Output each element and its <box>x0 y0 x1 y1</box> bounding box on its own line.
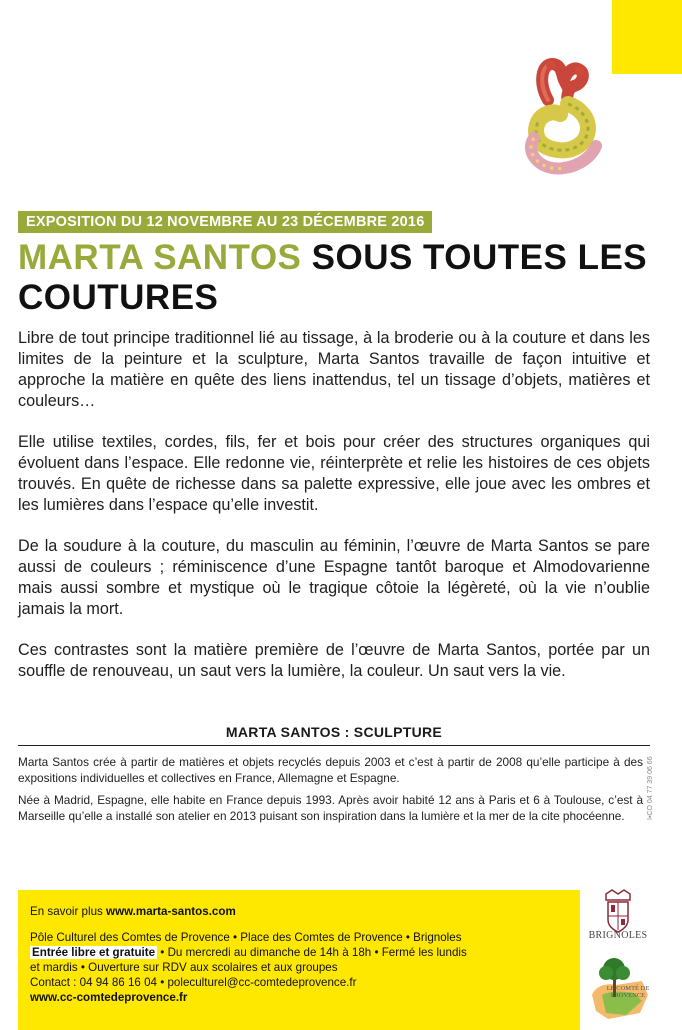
bio-heading: MARTA SANTOS : SCULPTURE <box>225 724 443 740</box>
printer-credit: I▪CO 04 77 39 06 66 <box>647 756 654 820</box>
opening-hours <box>30 945 570 960</box>
description-paragraph: Libre de tout principe traditionnel lié au tissage, à la broderie ou à la couture et dans les limites de la peinture et la sculpture, Marta Santos travaille de façon intuitive et approche la matière en quête des liens inattendus, tel un tissage d’objets, matières et couleurs… <box>18 329 650 410</box>
artist-website-link[interactable]: www.marta-santos.com <box>106 905 236 918</box>
title-artist-name: MARTA SANTOS <box>18 238 302 277</box>
exhibition-dates-banner: EXPOSITION DU 12 NOVEMBRE AU 23 DÉCEMBRE 2016 <box>18 211 432 233</box>
venue-address: Pôle Culturel des Comtes de Provence • Place des Comtes de Provence • Brignoles <box>30 931 462 944</box>
yellow-corner-block <box>612 0 682 74</box>
bio-text <box>18 754 643 830</box>
comte-logo-line1: LE COMTÉ DE <box>606 985 650 992</box>
info-box <box>18 890 580 1030</box>
more-info-label: En savoir plus <box>30 905 107 918</box>
opening-hours-text: • Du mercredi au dimanche de 14h à 18h • Fermé les lundis <box>157 946 467 959</box>
description-paragraph: De la soudure à la couture, du masculin au féminin, l’œuvre de Marta Santos se pare aussi de couleurs ; réminiscence d’une Espagne tantôt baroque et Almodovarienne mais aussi sombre et mystique où le tragique côtoie la légèreté, où la vie n’oublie jamais la mort. <box>18 537 650 618</box>
bio-paragraph: Marta Santos crée à partir de matières et objets recyclés depuis 2003 et c’est à partir de 2008 qu’elle participe à des expositions individuelles et collectives en France, Allemagne et Espagne. <box>18 755 643 785</box>
brignoles-logo-text: BRIGNOLES <box>588 930 648 941</box>
venue-website-link[interactable]: www.cc-comtedeprovence.fr <box>30 991 188 1004</box>
opening-hours-continued: et mardis • Ouverture sur RDV aux scolaires et aux groupes <box>30 961 338 974</box>
description-paragraph: Elle utilise textiles, cordes, fils, fer et bois pour créer des structures organiques qui évoluent dans l’espace. Elle redonne vie, réinterprète et relie les histoires de ces objets trouvés. En quête de richesse dans sa palette expressive, elle joue avec les ombres et les lumières dans l’espace qu’elle investit. <box>18 433 650 514</box>
comte-logo-line2: PROVENCE <box>610 992 646 999</box>
free-entry-label: Entrée libre et gratuite <box>32 946 156 959</box>
page-title <box>18 238 658 318</box>
comte-logo-text <box>600 985 656 999</box>
divider <box>18 745 650 746</box>
description-paragraph: Ces contrastes sont la matière première de l’œuvre de Marta Santos, portée par un souffle de renouveau, un saut vers la lumière, la couleur. Un saut vers la vie. <box>18 641 650 680</box>
bio-paragraph: Née à Madrid, Espagne, elle habite en France depuis 1993. Après avoir habité 12 ans à Paris et 6 à Toulouse, c’est à Marseille qu’elle a installé son atelier en 2013 puisant son inspiration dans la lumière et la mer de la cite phocéenne. <box>18 793 643 823</box>
more-info-line <box>30 904 570 919</box>
description-text <box>18 328 650 702</box>
spacer <box>30 919 570 930</box>
contact-line: Contact : 04 94 86 16 04 • poleculturel@cc-comtedeprovence.fr <box>30 976 357 989</box>
sculpture-image <box>510 56 610 176</box>
info-text <box>30 904 570 1005</box>
title-subtitle: SOUS TOUTES LES COUTURES <box>18 238 648 317</box>
